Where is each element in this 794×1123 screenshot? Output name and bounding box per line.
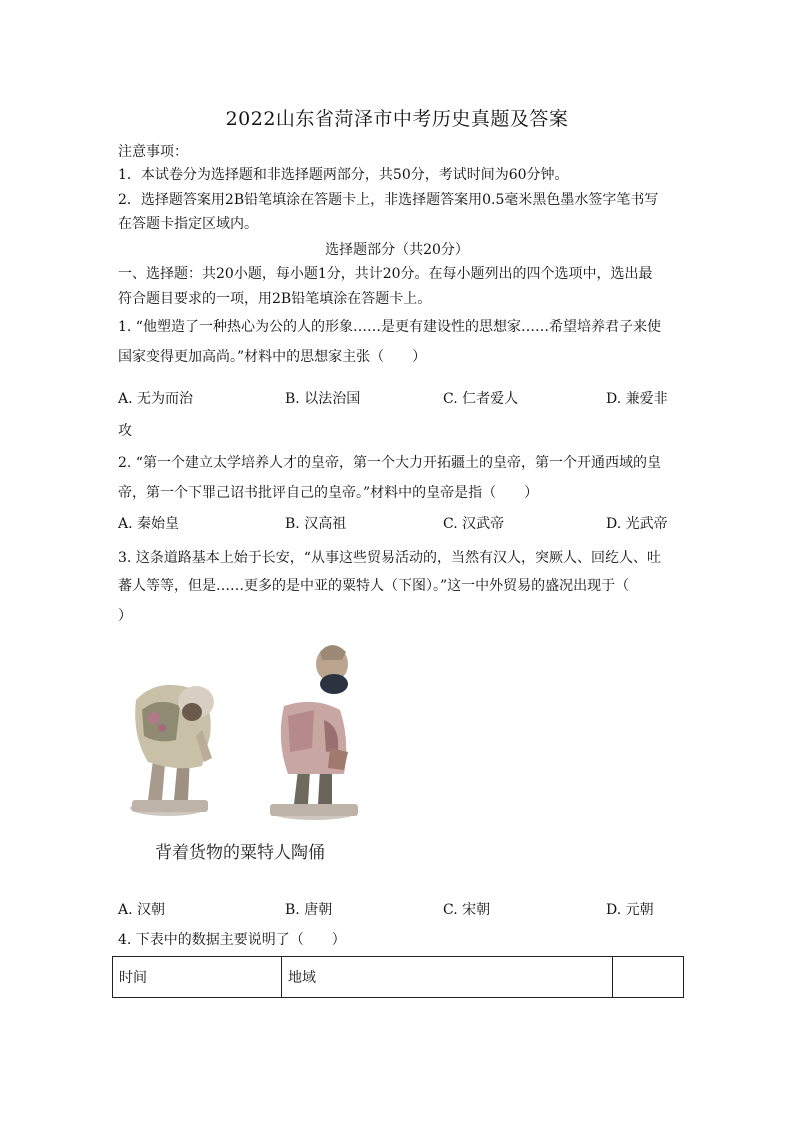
table-header-blank: [613, 957, 684, 998]
q4-data-table: [112, 956, 684, 998]
section-intro-cont: 符合题目要求的一项，用2B铅笔填涂在答题卡上。: [118, 291, 432, 307]
q3-stem-end: ）: [118, 608, 132, 624]
q3-options: [118, 900, 678, 920]
q3-option-d[interactable]: D. 元朝: [606, 902, 654, 918]
q3-option-c[interactable]: C. 宋朝: [443, 902, 491, 918]
table-row: [113, 957, 684, 998]
q3-option-a[interactable]: A. 汉朝: [118, 902, 166, 918]
q2-option-b[interactable]: B. 汉高祖: [285, 516, 347, 532]
notice-heading: 注意事项：: [118, 144, 188, 160]
section-intro: 一、选择题：共20小题，每小题1分，共计20分。在每小题列出的四个选项中，选出最: [118, 266, 653, 282]
q2-option-c[interactable]: C. 汉武帝: [443, 516, 505, 532]
table-header-region: 地域: [282, 957, 613, 998]
q3-stem: 3. 这条道路基本上始于长安，“从事这些贸易活动的，当然有汉人，突厥人、回纥人、吐: [118, 550, 661, 566]
q2-options: [118, 514, 678, 534]
q2-option-d[interactable]: D. 光武帝: [606, 516, 668, 532]
notice-item-2: 2．选择题答案用2B铅笔填涂在答题卡上，非选择题答案用0.5毫米黑色墨水签字笔书写: [118, 192, 659, 208]
page-title: 2022山东省菏泽市中考历史真题及答案: [225, 108, 569, 130]
q1-option-c[interactable]: C. 仁者爱人: [443, 391, 519, 407]
q2-option-a[interactable]: A. 秦始皇: [118, 516, 180, 532]
q2-stem: 2. “第一个建立太学培养人才的皇帝，第一个大力开拓疆土的皇帝，第一个开通西域的皇: [118, 455, 661, 471]
figure-caption: 背着货物的粟特人陶俑: [155, 843, 325, 863]
right-figurine: [270, 645, 358, 820]
table-header-time: 时间: [113, 957, 282, 998]
sogdian-figurines-image: [118, 640, 368, 870]
notice-item-1: 1．本试卷分为选择题和非选择题两部分，共50分，考试时间为60分钟。: [118, 167, 569, 183]
q4-stem: 4. 下表中的数据主要说明了（ ）: [118, 932, 346, 948]
q1-stem: 1. “他塑造了一种热心为公的人的形象……是更有建设性的思想家……希望培养君子来使: [118, 319, 661, 335]
notice-item-2-cont: 在答题卡指定区域内。: [118, 216, 258, 232]
q1-option-d[interactable]: D. 兼爱非: [606, 391, 668, 407]
q1-options: [118, 389, 678, 409]
q1-option-d-wrap: 攻: [118, 423, 132, 439]
left-figurine: [130, 685, 214, 816]
q3-option-b[interactable]: B. 唐朝: [285, 902, 333, 918]
section-title: 选择题部分（共20分）: [325, 242, 469, 258]
q3-stem-cont: 蕃人等等，但是……更多的是中亚的粟特人（下图）。”这一中外贸易的盛况出现于（: [118, 578, 630, 594]
q1-stem-cont: 国家变得更加高尚。”材料中的思想家主张（ ）: [118, 349, 427, 365]
q1-option-a[interactable]: A. 无为而治: [118, 391, 194, 407]
q2-stem-cont: 帝，第一个下罪己诏书批评自己的皇帝。”材料中的皇帝是指（ ）: [118, 485, 539, 501]
q1-option-b[interactable]: B. 以法治国: [285, 391, 361, 407]
